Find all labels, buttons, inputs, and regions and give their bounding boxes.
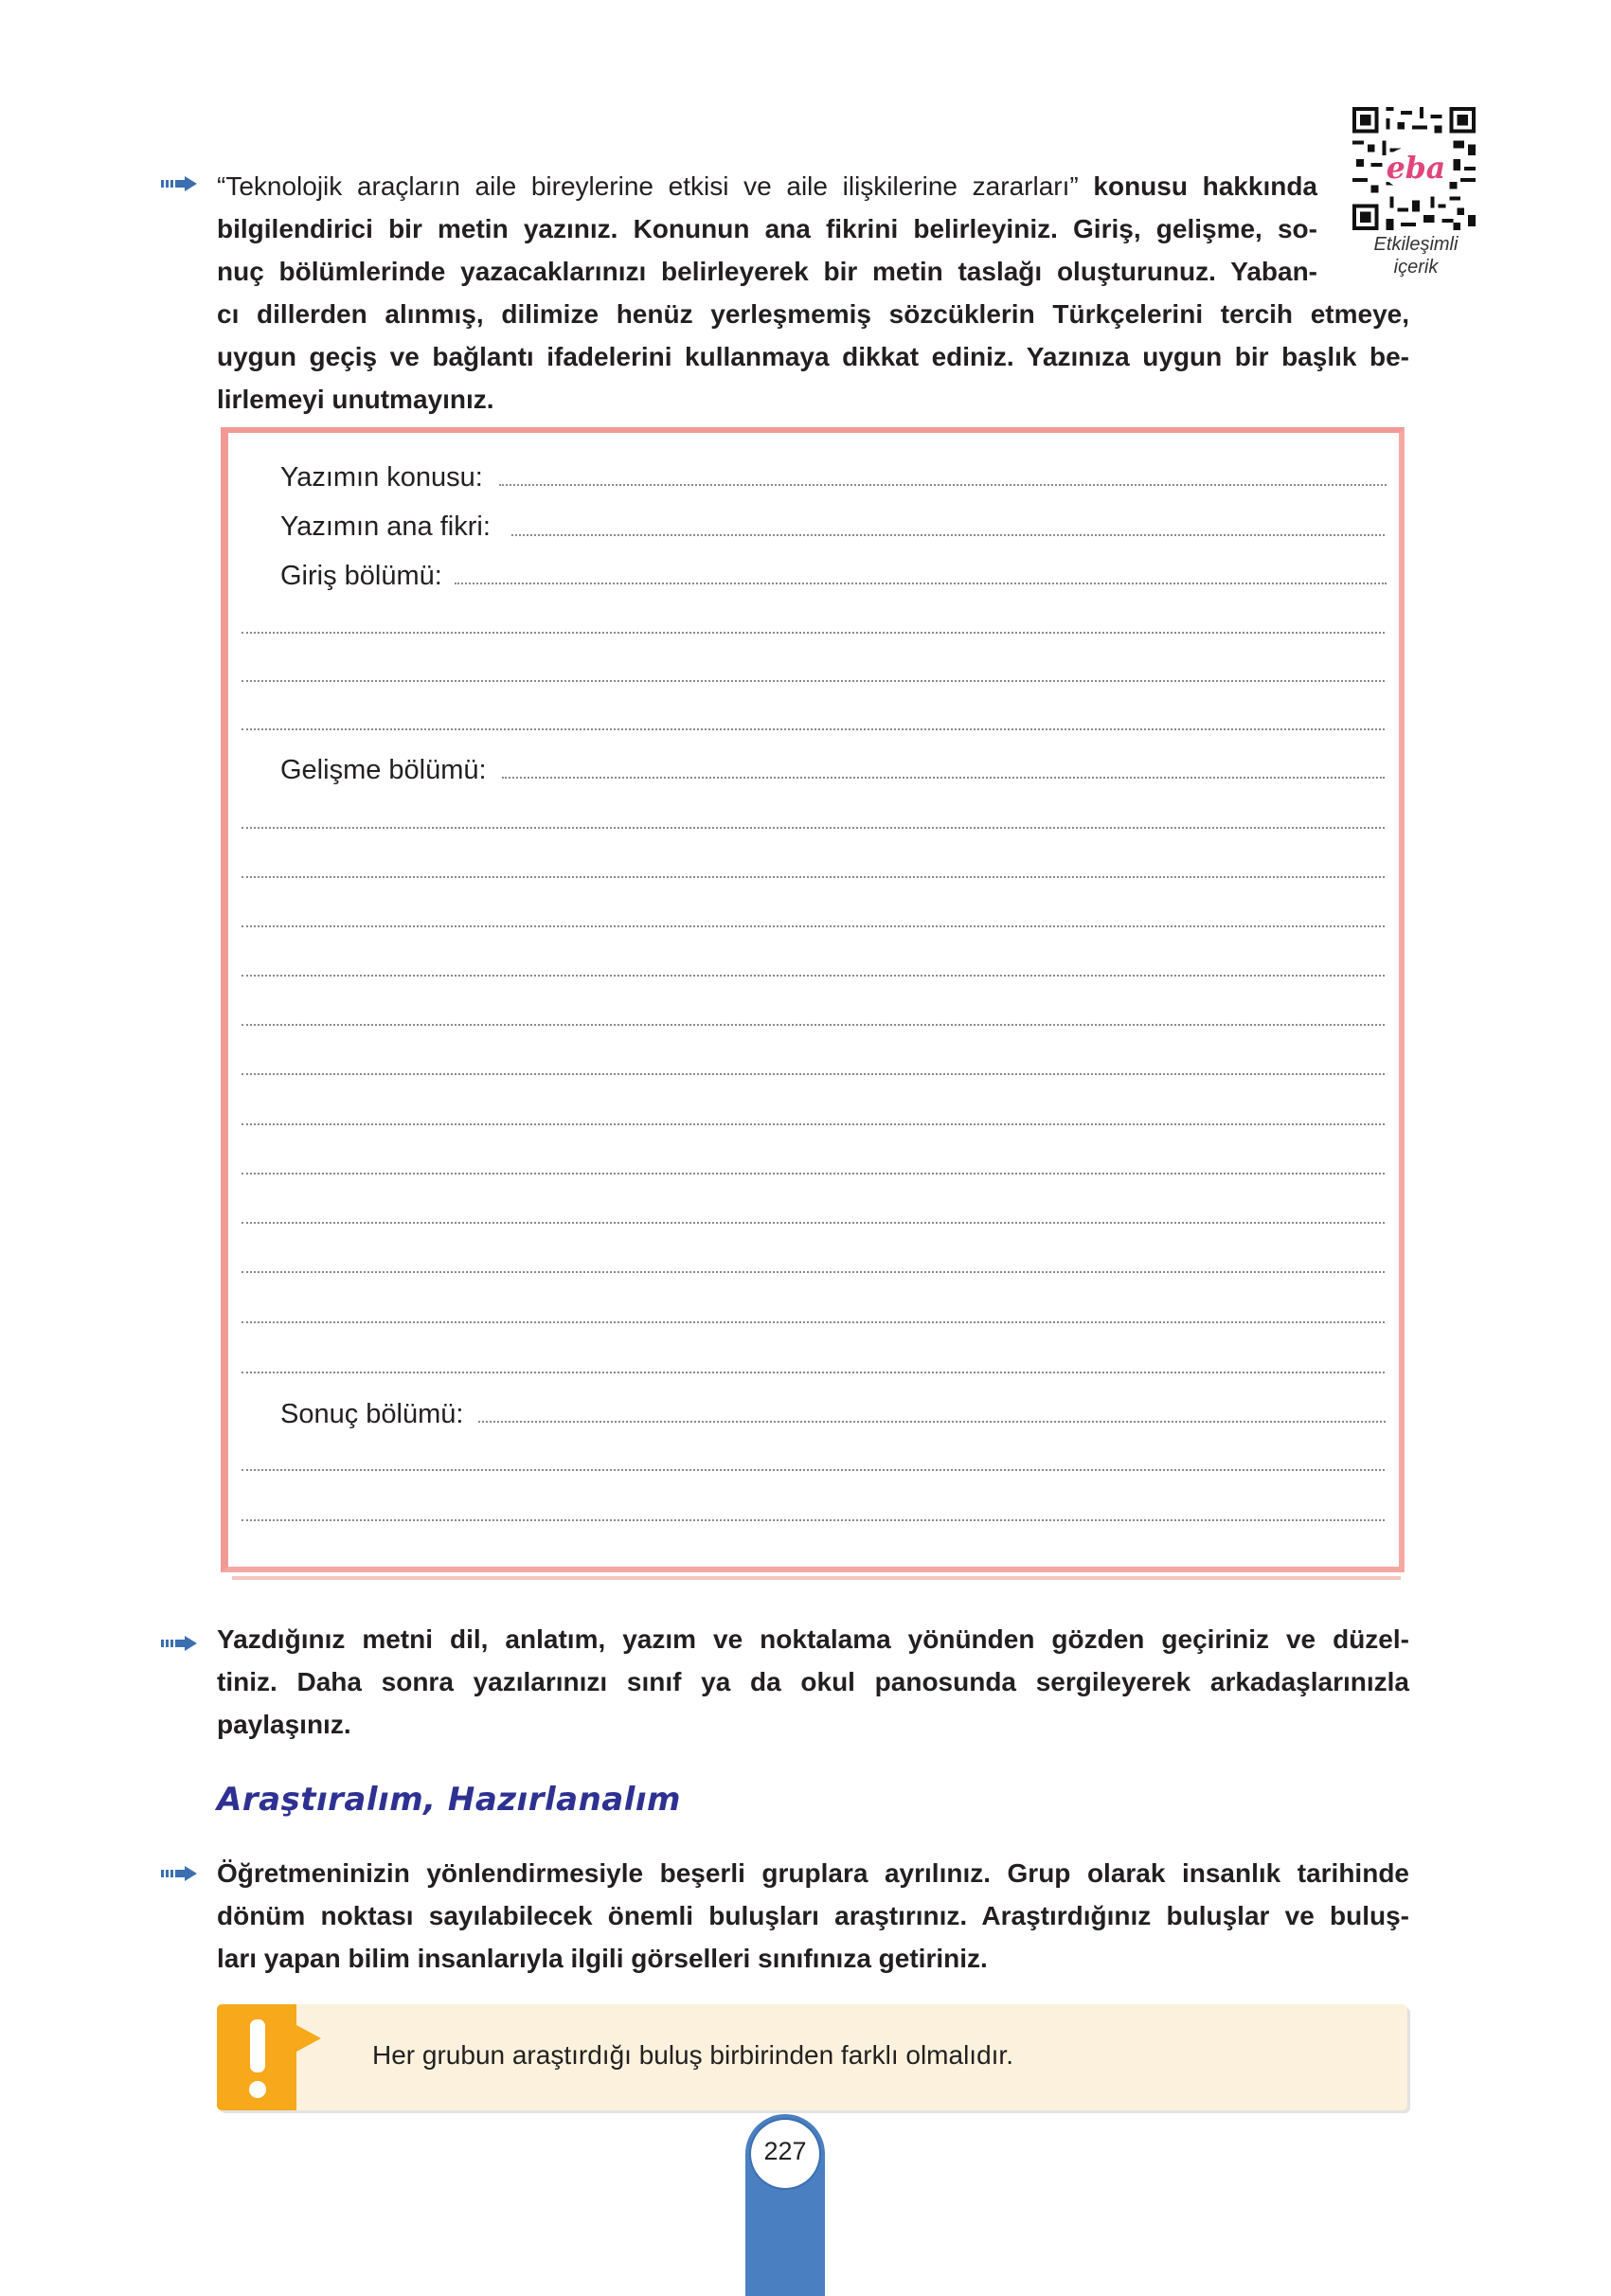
bullet-arrow-icon xyxy=(161,1636,197,1651)
development-line[interactable] xyxy=(242,925,1385,927)
development-line[interactable] xyxy=(242,1271,1385,1273)
task2-line1: Yazdığınız metni dil, anlatım, yazım ve noktalama yönünden gözden geçiriniz ve düzel- xyxy=(217,1624,1409,1654)
task1-line5: uygun geçiş ve bağlantı ifadelerini kullanmaya dikkat ediniz. Yazınıza uygun bir başlık be- xyxy=(217,342,1409,371)
task1-line6: lirlemeyi unutmayınız. xyxy=(217,385,494,414)
page-number: 227 xyxy=(763,2137,807,2165)
task3-paragraph xyxy=(217,1852,1409,1980)
development-line[interactable] xyxy=(242,1173,1385,1175)
task3-line3: ları yapan bilim insanlarıyla ilgili görselleri sınıfınıza getiriniz. xyxy=(217,1944,988,1973)
bullet-arrow-icon xyxy=(161,176,197,191)
intro-line[interactable] xyxy=(242,632,1385,634)
development-line[interactable] xyxy=(242,1123,1385,1125)
task3-line1: Öğretmeninizin yönlendirmesiyle beşerli gruplara ayrılınız. Grup olarak insanlık tarihinde xyxy=(217,1858,1409,1888)
conclusion-line[interactable] xyxy=(242,1469,1385,1471)
development-label: Gelişme bölümü: xyxy=(280,755,494,786)
warning-exclamation-icon xyxy=(217,2004,321,2110)
development-line[interactable] xyxy=(242,1222,1385,1224)
task3-line2: dönüm noktası sayılabilecek önemli buluşları araştırınız. Araştırdığınız buluşlar ve buluş- xyxy=(217,1901,1409,1930)
qr-caption: Etkileşimli içerik xyxy=(1373,234,1459,278)
intro-line[interactable] xyxy=(455,583,1387,584)
task1-line4: cı dillerden alınmış, dilimize henüz yerleşmemiş sözcüklerin Türkçelerini tercih etmeye, xyxy=(217,299,1409,329)
development-line[interactable] xyxy=(242,827,1385,829)
qr-code-icon[interactable] xyxy=(1351,107,1477,230)
eba-logo: eba xyxy=(1386,150,1446,186)
intro-line[interactable] xyxy=(242,728,1385,730)
development-line[interactable] xyxy=(242,1024,1385,1026)
task1-paragraph-cont xyxy=(217,293,1409,421)
development-line[interactable] xyxy=(242,1073,1385,1075)
section-heading: Araştıralım, Hazırlanalım xyxy=(217,1781,681,1819)
topic-line[interactable] xyxy=(499,484,1387,486)
main-idea-label: Yazımın ana fikri: xyxy=(280,511,498,543)
development-line[interactable] xyxy=(242,876,1385,878)
conclusion-label: Sonuç bölümü: xyxy=(280,1399,471,1430)
bullet-arrow-icon xyxy=(161,1866,197,1881)
conclusion-line[interactable] xyxy=(478,1421,1386,1423)
development-line[interactable] xyxy=(242,1321,1385,1323)
task2-line3: paylaşınız. xyxy=(217,1710,351,1739)
task2-line2: tiniz. Daha sonra yazılarınızı sınıf ya da okul panosunda sergileyerek arkadaşlarınızla xyxy=(217,1667,1409,1696)
task2-paragraph xyxy=(217,1618,1409,1746)
conclusion-line[interactable] xyxy=(242,1519,1385,1521)
intro-label: Giriş bölümü: xyxy=(280,561,450,592)
main-idea-line[interactable] xyxy=(511,534,1385,536)
task1-paragraph xyxy=(217,165,1317,293)
development-line[interactable] xyxy=(242,1372,1385,1373)
task1-line1: “Teknolojik araçların aile bireylerine etkisi ve aile ilişkilerine zararları” konusu hakkında xyxy=(217,171,1318,201)
note-text: Her grubun araştırdığı buluş birbirinden farklı olmalıdır. xyxy=(372,2040,1013,2070)
task1-line3: nuç bölümlerinde yazacaklarınızı belirleyerek bir metin taslağı oluşturunuz. Yaban- xyxy=(217,257,1317,286)
development-line[interactable] xyxy=(242,975,1385,977)
development-line[interactable] xyxy=(502,777,1385,779)
intro-line[interactable] xyxy=(242,680,1385,682)
topic-label: Yazımın konusu: xyxy=(280,462,491,493)
task1-line2: bilgilendirici bir metin yazınız. Konunun ana fikrini belirleyiniz. Giriş, gelişme, so- xyxy=(217,214,1317,243)
